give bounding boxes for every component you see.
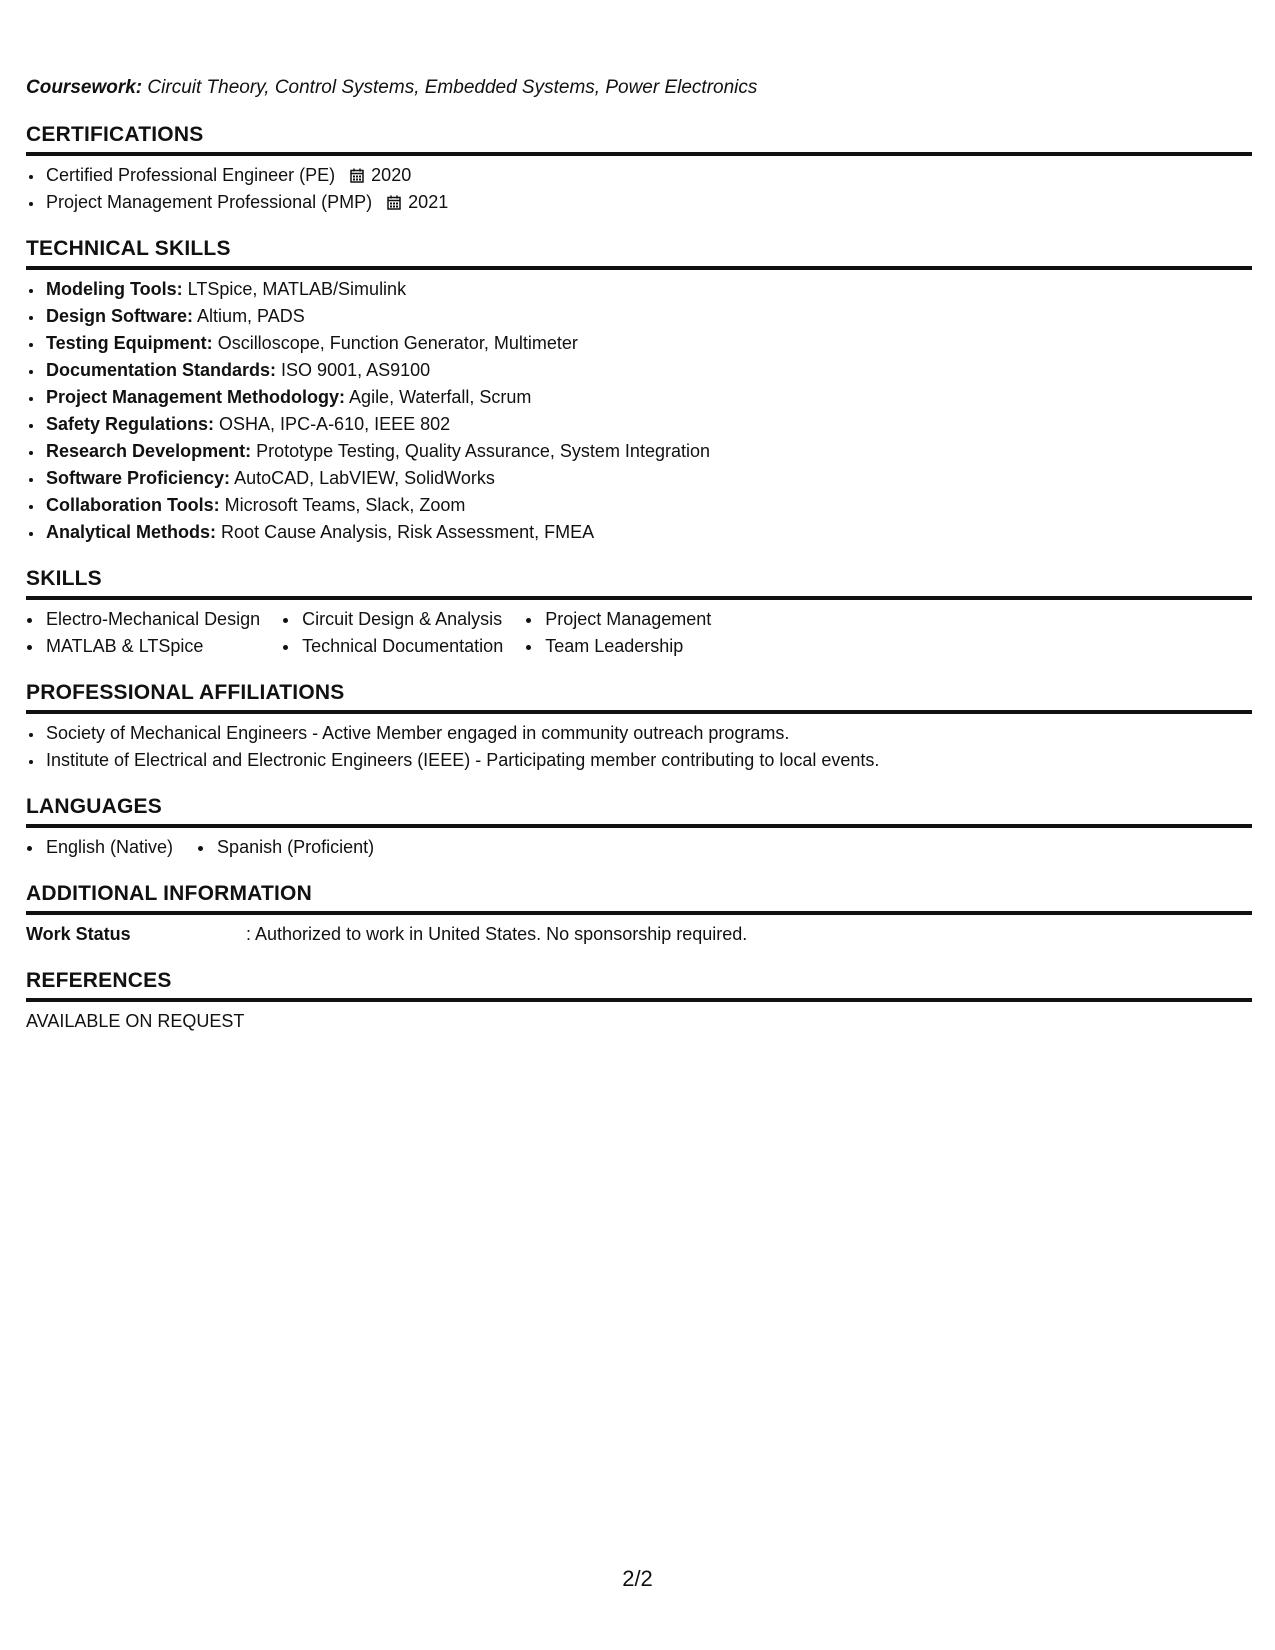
coursework-line [26,76,1252,100]
certifications-section [26,122,1252,216]
skill-item: • MATLAB & LTSpice [44,633,278,660]
skill-value: Agile, Waterfall, Scrum [349,387,532,407]
skill-label: Modeling Tools: [46,279,183,299]
technical-skill-item [44,384,1252,411]
technical-skill-item [44,276,1252,303]
skill-label: Analytical Methods: [46,522,217,542]
skill-label: Testing Equipment: [46,333,213,353]
skills-grid [26,606,1252,660]
skills-section [26,566,1252,660]
language-item: • Spanish (Proficient) [215,834,374,861]
skill-label: Project Management Methodology: [46,387,346,407]
technical-skills-list [26,276,1252,546]
references-section [26,968,1252,1035]
certifications-list [26,162,1252,216]
skill-value: Prototype Testing, Quality Assurance, System Integration [256,441,710,461]
skills-column [282,606,521,660]
resume-page [26,76,1252,1055]
technical-skills-heading: TECHNICAL SKILLS [26,236,1252,270]
skill-value: Altium, PADS [197,306,305,326]
additional-info-section [26,881,1252,948]
work-status-label: Work Status [26,924,131,944]
coursework-label: Coursework: [26,77,143,98]
technical-skill-item [44,357,1252,384]
skill-value: Root Cause Analysis, Risk Assessment, FMEA [221,522,595,542]
skill-item: • Technical Documentation [300,633,521,660]
certification-item [44,162,1252,189]
technical-skill-item [44,411,1252,438]
affiliation-item: • Institute of Electrical and Electronic Engineers (IEEE) - Participating member contributing to local events. [44,747,1252,774]
certification-year: 2020 [371,165,412,185]
skill-value: LTSpice, MATLAB/Simulink [187,279,407,299]
skill-value: Oscilloscope, Function Generator, Multimeter [217,333,578,353]
certification-name: Certified Professional Engineer (PE) [46,165,336,185]
certifications-heading: CERTIFICATIONS [26,122,1252,156]
calendar-icon [387,191,401,206]
technical-skill-item [44,330,1252,357]
skill-label: Software Proficiency: [46,468,231,488]
certification-year: 2021 [408,192,449,212]
skill-item: • Project Management [543,606,729,633]
references-heading: REFERENCES [26,968,1252,1002]
affiliations-list [26,720,1252,774]
affiliations-section [26,680,1252,774]
languages-list [26,834,1252,861]
skill-value: Microsoft Teams, Slack, Zoom [224,495,466,515]
technical-skill-item [44,438,1252,465]
additional-info-heading: ADDITIONAL INFORMATION [26,881,1252,915]
affiliations-heading: PROFESSIONAL AFFILIATIONS [26,680,1252,714]
coursework-text: Circuit Theory, Control Systems, Embedded Systems, Power Electronics [147,77,758,98]
languages-section [26,794,1252,861]
work-status-row [26,921,1252,948]
skill-value: ISO 9001, AS9100 [281,360,431,380]
skills-column [26,606,278,660]
calendar-icon [350,164,364,179]
work-status-value: : Authorized to work in United States. No sponsorship required. [246,924,748,944]
technical-skills-section [26,236,1252,546]
technical-skill-item [44,465,1252,492]
languages-heading: LANGUAGES [26,794,1252,828]
page-number: 2/2 [622,1566,653,1591]
skills-column [525,606,729,660]
technical-skill-item [44,303,1252,330]
skill-label: Collaboration Tools: [46,495,220,515]
language-item: • English (Native) [44,834,173,861]
skills-heading: SKILLS [26,566,1252,600]
skill-item: • Circuit Design & Analysis [300,606,521,633]
technical-skill-item [44,492,1252,519]
skill-item: • Electro-Mechanical Design [44,606,278,633]
skill-label: Design Software: [46,306,194,326]
certification-name: Project Management Professional (PMP) [46,192,373,212]
skill-value: OSHA, IPC-A-610, IEEE 802 [219,414,451,434]
affiliation-item: • Society of Mechanical Engineers - Active Member engaged in community outreach programs. [44,720,1252,747]
skill-value: AutoCAD, LabVIEW, SolidWorks [234,468,495,488]
skill-label: Documentation Standards: [46,360,277,380]
certification-item [44,189,1252,216]
references-text: AVAILABLE ON REQUEST [26,1011,245,1031]
skill-item: • Team Leadership [543,633,729,660]
skill-label: Safety Regulations: [46,414,215,434]
technical-skill-item [44,519,1252,546]
skill-label: Research Development: [46,441,252,461]
